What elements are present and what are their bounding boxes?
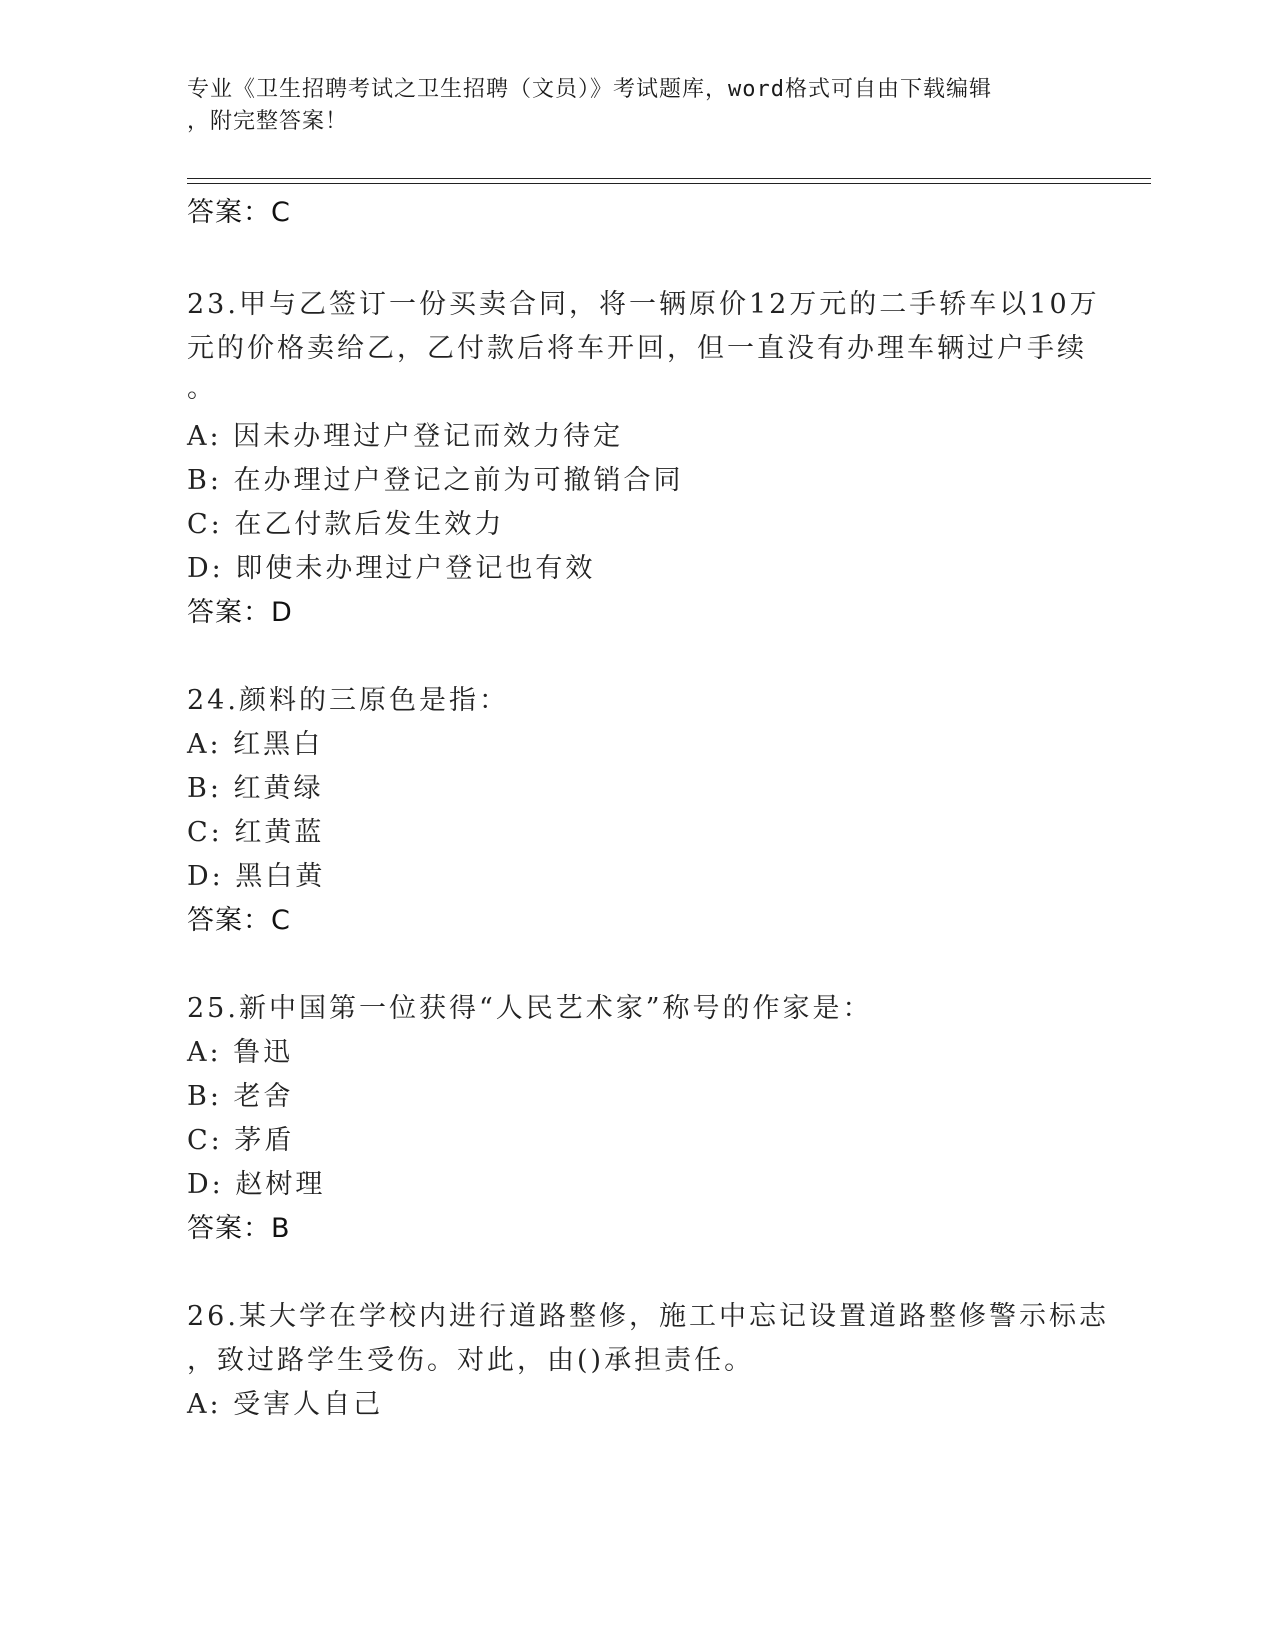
question-24-option-d: D: 黑白黄 (187, 861, 326, 892)
header-line-2: ，附完整答案！ (187, 109, 349, 134)
question-23-line-1: 23.甲与乙签订一份买卖合同，将一辆原价12万元的二手轿车以10万 (187, 289, 1100, 320)
question-23-option-a: A: 因未办理过户登记而效力待定 (187, 421, 624, 452)
question-25-line-1: 25.新中国第一位获得“人民艺术家”称号的作家是： (187, 993, 873, 1024)
answer-23: 答案：D (187, 597, 293, 628)
question-23-line-3: 。 (187, 373, 217, 404)
header-rule-bottom (187, 183, 1151, 184)
question-25-option-a: A: 鲁迅 (187, 1037, 294, 1068)
answer-24: 答案：C (187, 905, 291, 936)
question-24-option-a: A: 红黑白 (187, 729, 324, 760)
question-24-option-b: B: 红黄绿 (187, 773, 324, 804)
question-26-option-a: A: 受害人自己 (187, 1389, 384, 1420)
question-25-option-d: D: 赵树理 (187, 1169, 326, 1200)
question-25-option-c: C: 茅盾 (187, 1125, 295, 1156)
question-24-option-c: C: 红黄蓝 (187, 817, 325, 848)
answer-22: 答案：C (187, 197, 291, 228)
question-26-line-1: 26.某大学在学校内进行道路整修，施工中忘记设置道路整修警示标志 (187, 1301, 1109, 1332)
question-23-option-b: B: 在办理过户登记之前为可撤销合同 (187, 465, 684, 496)
document-header (187, 74, 1087, 138)
question-25-option-b: B: 老舍 (187, 1081, 294, 1112)
header-rule-top (187, 178, 1151, 179)
question-26-line-2: ，致过路学生受伤。对此，由()承担责任。 (187, 1345, 755, 1376)
answer-25: 答案：B (187, 1213, 291, 1244)
header-line-1: 专业《卫生招聘考试之卫生招聘（文员）》考试题库，word格式可自由下载编辑 (187, 77, 992, 102)
question-23-line-2: 元的价格卖给乙，乙付款后将车开回，但一直没有办理车辆过户手续 (187, 333, 1087, 364)
question-23-option-c: C: 在乙付款后发生效力 (187, 509, 505, 540)
question-23-option-d: D: 即使未办理过户登记也有效 (187, 553, 596, 584)
question-24-line-1: 24.颜料的三原色是指： (187, 685, 509, 716)
